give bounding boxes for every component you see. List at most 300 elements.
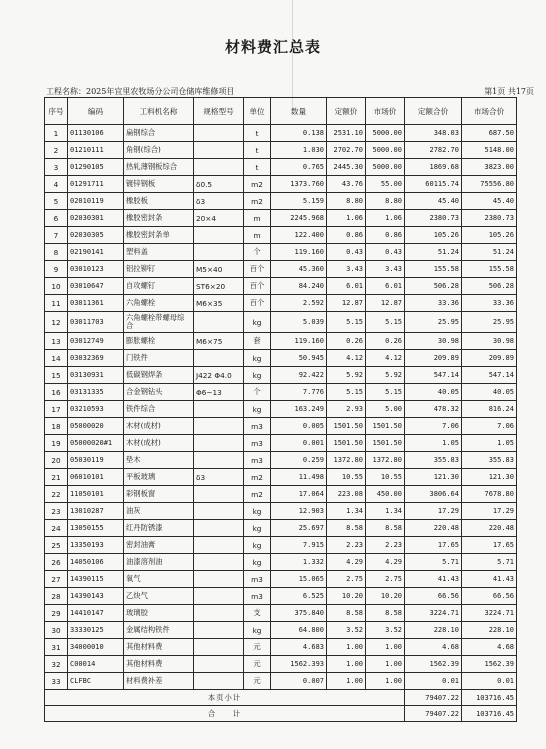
item-quota-price: 0.86: [327, 227, 366, 244]
header-cell: 市场价: [366, 98, 405, 125]
item-code: 01291711: [68, 176, 124, 193]
item-quota-price: 3.52: [327, 622, 366, 639]
item-name: 乙炔气: [124, 588, 194, 605]
row-number: 10: [45, 278, 68, 295]
item-market-price: 8.80: [366, 193, 405, 210]
item-name: 热轧薄钢板综合: [124, 159, 194, 176]
table-row: [45, 142, 517, 159]
row-number: 23: [45, 503, 68, 520]
item-market-total: 7.06: [462, 418, 517, 435]
item-quantity: 0.007: [271, 673, 327, 690]
item-spec: [194, 639, 244, 656]
item-unit: 元: [244, 656, 271, 673]
item-unit: kg: [244, 622, 271, 639]
item-code: 13050155: [68, 520, 124, 537]
item-quota-total: 17.65: [405, 537, 462, 554]
item-spec: [194, 486, 244, 503]
row-number: 6: [45, 210, 68, 227]
row-number: 15: [45, 367, 68, 384]
item-market-total: 228.10: [462, 622, 517, 639]
table-row: [45, 176, 517, 193]
item-name: 其他材料费: [124, 639, 194, 656]
table-row: [45, 503, 517, 520]
item-name: 门铁件: [124, 350, 194, 367]
table-row: [45, 312, 517, 333]
item-quota-price: 8.58: [327, 605, 366, 622]
item-code: 06010101: [68, 469, 124, 486]
item-market-total: 75556.80: [462, 176, 517, 193]
item-unit: m3: [244, 435, 271, 452]
item-quota-total: 51.24: [405, 244, 462, 261]
item-spec: [194, 656, 244, 673]
item-quantity: 2245.968: [271, 210, 327, 227]
table-row: [45, 554, 517, 571]
item-name: 材料费补差: [124, 673, 194, 690]
item-market-price: 5.92: [366, 367, 405, 384]
table-row: [45, 605, 517, 622]
table-row: [45, 435, 517, 452]
item-market-total: 5.71: [462, 554, 517, 571]
item-name: 金属结构铁件: [124, 622, 194, 639]
item-market-price: 2.75: [366, 571, 405, 588]
item-code: 03131335: [68, 384, 124, 401]
item-unit: m3: [244, 588, 271, 605]
item-quota-total: 105.26: [405, 227, 462, 244]
item-market-price: 1501.50: [366, 418, 405, 435]
row-number: 17: [45, 401, 68, 418]
item-quota-total: 4.68: [405, 639, 462, 656]
item-spec: ST6×20: [194, 278, 244, 295]
item-market-total: 220.48: [462, 520, 517, 537]
item-quota-price: 0.43: [327, 244, 366, 261]
row-number: 3: [45, 159, 68, 176]
item-quota-price: 8.58: [327, 520, 366, 537]
table-row: [45, 656, 517, 673]
row-number: 19: [45, 435, 68, 452]
item-quantity: 1.030: [271, 142, 327, 159]
item-unit: 套: [244, 333, 271, 350]
item-code: C00014: [68, 656, 124, 673]
item-unit: kg: [244, 367, 271, 384]
item-quota-total: 66.56: [405, 588, 462, 605]
project-name: 工程名称：2025年宜里农牧场分公司仓储库维修项目: [46, 87, 235, 96]
item-name: 六角螺栓: [124, 295, 194, 312]
item-name: 塑料盖: [124, 244, 194, 261]
item-market-total: 547.14: [462, 367, 517, 384]
total-label: 合 计: [45, 706, 405, 722]
item-market-price: 1501.50: [366, 435, 405, 452]
item-quota-price: 1501.50: [327, 418, 366, 435]
item-quantity: 375.840: [271, 605, 327, 622]
item-code: CLFBC: [68, 673, 124, 690]
item-quota-price: 0.26: [327, 333, 366, 350]
item-market-price: 3.52: [366, 622, 405, 639]
item-quota-total: 3806.64: [405, 486, 462, 503]
item-code: 34000010: [68, 639, 124, 656]
item-quota-total: 2782.70: [405, 142, 462, 159]
item-market-price: 0.86: [366, 227, 405, 244]
item-market-total: 30.98: [462, 333, 517, 350]
table-row: [45, 261, 517, 278]
item-code: 05030119: [68, 452, 124, 469]
item-quota-total: 478.32: [405, 401, 462, 418]
item-unit: 支: [244, 605, 271, 622]
row-number: 13: [45, 333, 68, 350]
item-quota-price: 6.01: [327, 278, 366, 295]
item-market-total: 355.83: [462, 452, 517, 469]
item-market-price: 450.00: [366, 486, 405, 503]
header-cell: 定额合价: [405, 98, 462, 125]
item-code: 02010119: [68, 193, 124, 210]
item-quota-price: 43.76: [327, 176, 366, 193]
table-row: [45, 486, 517, 503]
item-name: 合金钢钻头: [124, 384, 194, 401]
item-unit: t: [244, 159, 271, 176]
item-name: 镀锌钢板: [124, 176, 194, 193]
header-cell: 编码: [68, 98, 124, 125]
item-unit: kg: [244, 312, 271, 333]
page-title: 材料费汇总表: [224, 38, 321, 56]
header-cell: 序号: [45, 98, 68, 125]
item-market-total: 7678.80: [462, 486, 517, 503]
table-row: [45, 401, 517, 418]
item-name: 平板玻璃: [124, 469, 194, 486]
item-spec: M5×40: [194, 261, 244, 278]
item-quantity: 0.138: [271, 125, 327, 142]
row-number: 28: [45, 588, 68, 605]
row-number: 30: [45, 622, 68, 639]
item-quota-total: 506.28: [405, 278, 462, 295]
item-spec: [194, 244, 244, 261]
item-spec: [194, 554, 244, 571]
subtotal-market-total: 103716.45: [462, 690, 517, 706]
item-market-total: 66.56: [462, 588, 517, 605]
item-market-price: 12.87: [366, 295, 405, 312]
item-unit: t: [244, 125, 271, 142]
table-row: [45, 571, 517, 588]
item-quota-total: 1869.68: [405, 159, 462, 176]
row-number: 12: [45, 312, 68, 333]
item-spec: [194, 418, 244, 435]
item-name: 木材(成材): [124, 435, 194, 452]
item-market-total: 121.30: [462, 469, 517, 486]
item-quota-price: 2702.70: [327, 142, 366, 159]
item-market-total: 3823.00: [462, 159, 517, 176]
item-quantity: 1.332: [271, 554, 327, 571]
item-market-total: 4.68: [462, 639, 517, 656]
item-code: 05000020: [68, 418, 124, 435]
item-unit: m2: [244, 176, 271, 193]
table-row: [45, 384, 517, 401]
item-market-total: 41.43: [462, 571, 517, 588]
item-code: 05000020#1: [68, 435, 124, 452]
subtotal-label: 本页小计: [45, 690, 405, 706]
item-code: 14410147: [68, 605, 124, 622]
item-unit: m3: [244, 571, 271, 588]
item-name: 其他材料费: [124, 656, 194, 673]
item-code: 03032369: [68, 350, 124, 367]
table-row: [45, 520, 517, 537]
item-quota-price: 8.80: [327, 193, 366, 210]
item-quantity: 50.945: [271, 350, 327, 367]
item-quantity: 119.160: [271, 333, 327, 350]
header-cell: 规格型号: [194, 98, 244, 125]
page-number: 第1页 共17页: [484, 87, 534, 96]
item-code: 03012749: [68, 333, 124, 350]
item-market-price: 1.00: [366, 673, 405, 690]
item-unit: m: [244, 227, 271, 244]
row-number: 14: [45, 350, 68, 367]
row-number: 2: [45, 142, 68, 159]
item-code: 03210593: [68, 401, 124, 418]
item-quantity: 7.776: [271, 384, 327, 401]
item-name: 六角螺栓带螺母综合: [124, 312, 194, 333]
table-row: [45, 227, 517, 244]
item-quota-price: 4.12: [327, 350, 366, 367]
item-market-price: 10.55: [366, 469, 405, 486]
item-quota-total: 1562.39: [405, 656, 462, 673]
item-quota-total: 348.03: [405, 125, 462, 142]
item-quota-total: 1.05: [405, 435, 462, 452]
item-spec: [194, 537, 244, 554]
item-unit: 百个: [244, 278, 271, 295]
item-spec: 20×4: [194, 210, 244, 227]
item-quantity: 15.065: [271, 571, 327, 588]
row-number: 21: [45, 469, 68, 486]
item-quota-total: 155.58: [405, 261, 462, 278]
header-cell: 单位: [244, 98, 271, 125]
row-number: 25: [45, 537, 68, 554]
item-spec: δ0.5: [194, 176, 244, 193]
item-code: 01290105: [68, 159, 124, 176]
item-market-total: 3224.71: [462, 605, 517, 622]
item-unit: 百个: [244, 295, 271, 312]
item-quota-total: 0.01: [405, 673, 462, 690]
item-unit: 百个: [244, 261, 271, 278]
item-market-price: 4.12: [366, 350, 405, 367]
item-market-total: 816.24: [462, 401, 517, 418]
item-code: 02190141: [68, 244, 124, 261]
item-spec: [194, 125, 244, 142]
table-row: [45, 210, 517, 227]
item-quantity: 1562.393: [271, 656, 327, 673]
item-quota-price: 1.06: [327, 210, 366, 227]
item-market-total: 25.95: [462, 312, 517, 333]
item-code: 01210111: [68, 142, 124, 159]
item-spec: [194, 571, 244, 588]
item-market-price: 5.00: [366, 401, 405, 418]
item-spec: [194, 401, 244, 418]
item-name: 扁钢综合: [124, 125, 194, 142]
item-spec: [194, 142, 244, 159]
table-row: [45, 350, 517, 367]
row-number: 18: [45, 418, 68, 435]
item-market-total: 17.29: [462, 503, 517, 520]
item-quota-price: 1.34: [327, 503, 366, 520]
item-market-price: 1.00: [366, 656, 405, 673]
table-row: [45, 367, 517, 384]
total-row: [45, 706, 517, 722]
item-spec: M6×35: [194, 295, 244, 312]
item-quota-total: 17.29: [405, 503, 462, 520]
row-number: 24: [45, 520, 68, 537]
header-cell: 市场合价: [462, 98, 517, 125]
item-unit: kg: [244, 520, 271, 537]
item-unit: m: [244, 210, 271, 227]
item-market-total: 1562.39: [462, 656, 517, 673]
table-row: [45, 244, 517, 261]
item-code: 03010123: [68, 261, 124, 278]
total-quota-total: 79407.22: [405, 706, 462, 722]
item-quota-price: 1501.50: [327, 435, 366, 452]
item-quota-price: 12.87: [327, 295, 366, 312]
row-number: 11: [45, 295, 68, 312]
item-unit: kg: [244, 401, 271, 418]
item-market-price: 5000.00: [366, 159, 405, 176]
item-market-total: 45.40: [462, 193, 517, 210]
subtotal-row: [45, 690, 517, 706]
item-name: 垫木: [124, 452, 194, 469]
item-quantity: 1373.760: [271, 176, 327, 193]
item-quota-total: 30.98: [405, 333, 462, 350]
item-market-price: 55.00: [366, 176, 405, 193]
item-unit: 元: [244, 673, 271, 690]
item-quota-price: 2.93: [327, 401, 366, 418]
item-spec: M6×75: [194, 333, 244, 350]
item-market-price: 1.00: [366, 639, 405, 656]
item-quantity: 6.525: [271, 588, 327, 605]
item-market-price: 0.43: [366, 244, 405, 261]
item-unit: kg: [244, 350, 271, 367]
item-quantity: 5.039: [271, 312, 327, 333]
row-number: 22: [45, 486, 68, 503]
item-name: 氧气: [124, 571, 194, 588]
item-quota-price: 1.00: [327, 656, 366, 673]
item-quota-total: 40.05: [405, 384, 462, 401]
table-row: [45, 295, 517, 312]
item-quantity: 64.800: [271, 622, 327, 639]
table-row: [45, 452, 517, 469]
item-market-total: 40.05: [462, 384, 517, 401]
item-market-price: 1.06: [366, 210, 405, 227]
item-quota-total: 228.10: [405, 622, 462, 639]
item-name: 油漆溶剂油: [124, 554, 194, 571]
item-quota-price: 2531.10: [327, 125, 366, 142]
table-row: [45, 193, 517, 210]
item-market-price: 8.58: [366, 520, 405, 537]
item-quota-total: 45.40: [405, 193, 462, 210]
item-spec: δ3: [194, 193, 244, 210]
item-quota-price: 10.20: [327, 588, 366, 605]
item-quota-price: 1.00: [327, 673, 366, 690]
item-quota-total: 547.14: [405, 367, 462, 384]
item-code: 03011361: [68, 295, 124, 312]
header-cell: 定额价: [327, 98, 366, 125]
item-market-total: 5148.00: [462, 142, 517, 159]
item-quota-price: 5.15: [327, 384, 366, 401]
row-number: 9: [45, 261, 68, 278]
table-row: [45, 333, 517, 350]
item-code: 11050101: [68, 486, 124, 503]
item-code: 03010647: [68, 278, 124, 295]
item-quantity: 25.697: [271, 520, 327, 537]
item-quantity: 45.360: [271, 261, 327, 278]
item-name: 红丹防锈漆: [124, 520, 194, 537]
item-market-price: 6.01: [366, 278, 405, 295]
item-unit: m2: [244, 469, 271, 486]
item-market-total: 2380.73: [462, 210, 517, 227]
table-row: [45, 125, 517, 142]
item-market-total: 155.58: [462, 261, 517, 278]
item-quantity: 0.001: [271, 435, 327, 452]
item-code: 13010287: [68, 503, 124, 520]
item-spec: δ3: [194, 469, 244, 486]
item-market-price: 0.26: [366, 333, 405, 350]
item-quantity: 5.159: [271, 193, 327, 210]
item-quota-price: 223.08: [327, 486, 366, 503]
item-quantity: 84.240: [271, 278, 327, 295]
table-header-row: [45, 98, 517, 125]
item-name: 铝拉铆钉: [124, 261, 194, 278]
item-name: 玻璃胶: [124, 605, 194, 622]
item-code: 02030305: [68, 227, 124, 244]
item-market-total: 1.05: [462, 435, 517, 452]
item-quota-total: 41.43: [405, 571, 462, 588]
item-quota-total: 60115.74: [405, 176, 462, 193]
item-code: 13350193: [68, 537, 124, 554]
item-spec: [194, 588, 244, 605]
item-spec: [194, 159, 244, 176]
item-name: 木材(成材): [124, 418, 194, 435]
table-row: [45, 639, 517, 656]
row-number: 8: [45, 244, 68, 261]
item-quota-price: 2.75: [327, 571, 366, 588]
item-quantity: 2.592: [271, 295, 327, 312]
item-unit: m3: [244, 452, 271, 469]
total-market-total: 103716.45: [462, 706, 517, 722]
item-spec: [194, 622, 244, 639]
item-unit: kg: [244, 503, 271, 520]
item-name: 自攻螺钉: [124, 278, 194, 295]
item-unit: m3: [244, 418, 271, 435]
item-market-price: 5.15: [366, 312, 405, 333]
item-quantity: 163.249: [271, 401, 327, 418]
item-quantity: 92.422: [271, 367, 327, 384]
item-code: 01130106: [68, 125, 124, 142]
item-spec: [194, 227, 244, 244]
item-name: 橡胶密封条: [124, 210, 194, 227]
item-unit: kg: [244, 554, 271, 571]
row-number: 27: [45, 571, 68, 588]
item-name: 彩钢板窗: [124, 486, 194, 503]
item-quantity: 7.915: [271, 537, 327, 554]
row-number: 33: [45, 673, 68, 690]
item-quota-price: 1.00: [327, 639, 366, 656]
item-quota-price: 10.55: [327, 469, 366, 486]
item-unit: 个: [244, 384, 271, 401]
item-market-price: 2.23: [366, 537, 405, 554]
item-quota-total: 5.71: [405, 554, 462, 571]
item-market-price: 4.29: [366, 554, 405, 571]
item-quota-price: 2445.30: [327, 159, 366, 176]
item-name: 低碳钢焊条: [124, 367, 194, 384]
table-row: [45, 622, 517, 639]
item-quota-total: 2380.73: [405, 210, 462, 227]
table-row: [45, 673, 517, 690]
item-unit: kg: [244, 537, 271, 554]
item-market-price: 10.20: [366, 588, 405, 605]
row-number: 7: [45, 227, 68, 244]
